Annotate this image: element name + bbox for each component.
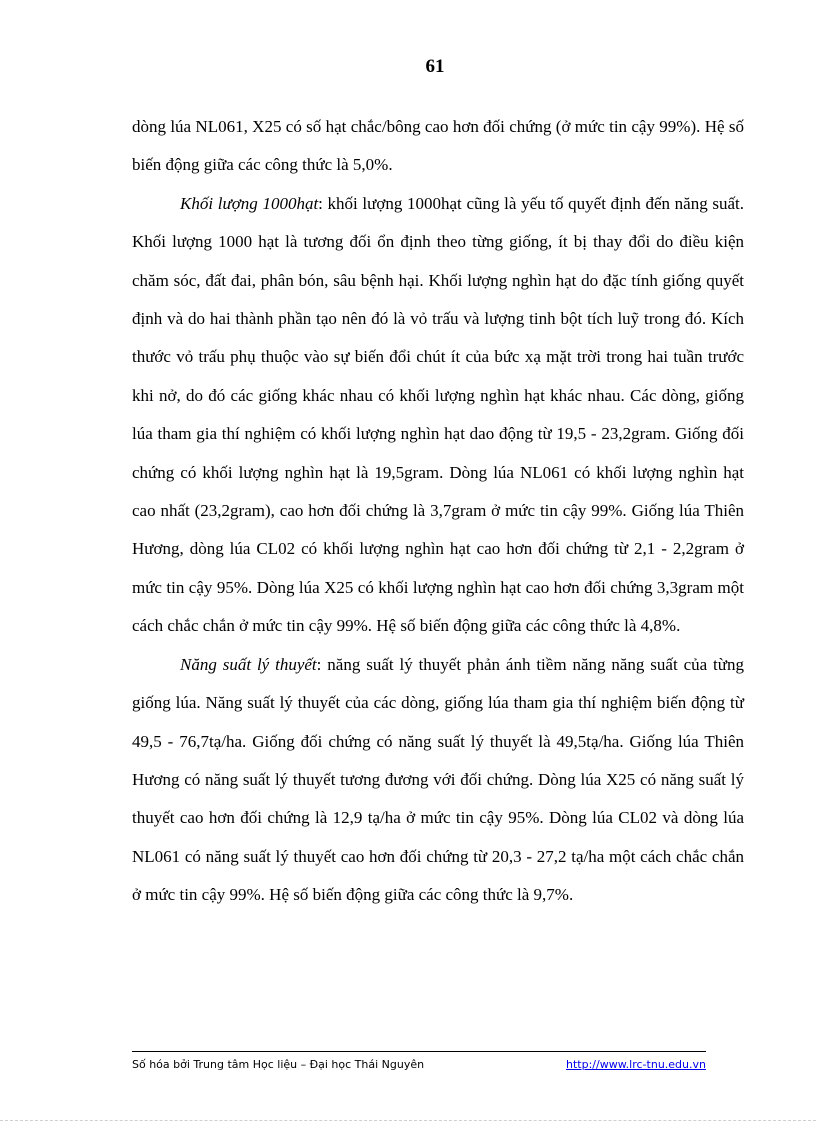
paragraph-2 — [132, 185, 744, 646]
footer-link[interactable]: http://www.lrc-tnu.edu.vn — [566, 1058, 706, 1071]
paragraph-3-text: : năng suất lý thuyết phản ánh tiềm năng năng suất của từng giống lúa. Năng suất lý thuyết của các dòng, giống lúa tham gia thí nghiệm biến động từ 49,5 - 76,7tạ/ha. Giống đối chứng có năng suất lý thuyết là 49,5tạ/ha. Giống lúa Thiên Hương có năng suất lý thuyết tương đương với đối chứng. Dòng lúa X25 có năng suất lý thuyết cao hơn đối chứng là 12,9 tạ/ha ở mức tin cậy 95%. Dòng lúa CL02 và dòng lúa NL061 có năng suất lý thuyết cao hơn đối chứng từ 20,3 - 27,2 tạ/ha một cách chắc chắn ở mức tin cậy 99%. Hệ số biến động giữa các công thức là 9,7%. — [132, 654, 744, 905]
term-thousand-grain-weight: Khối lượng 1000hạt — [180, 193, 319, 213]
paragraph-1 — [132, 108, 744, 185]
term-theoretical-yield: Năng suất lý thuyết — [180, 654, 317, 674]
body-text — [132, 108, 744, 915]
paragraph-1-text: dòng lúa NL061, X25 có số hạt chắc/bông cao hơn đối chứng (ở mức tin cậy 99%). Hệ số biến động giữa các công thức là 5,0%. — [132, 117, 744, 175]
paragraph-2-text: : khối lượng 1000hạt cũng là yếu tố quyết định đến năng suất. Khối lượng 1000 hạt là tương đối ổn định theo từng giống, ít bị thay đổi do điều kiện chăm sóc, đất đai, phân bón, sâu bệnh hại. Khối lượng nghìn hạt do đặc tính giống quyết định và do hai thành phần tạo nên đó là vỏ trấu và lượng tinh bột tích luỹ trong đó. Kích thước vỏ trấu phụ thuộc vào sự biến đổi chút ít của bức xạ mặt trời trong hai tuần trước khi nở, do đó các giống khác nhau có khối lượng nghìn hạt khác nhau. Các dòng, giống lúa tham gia thí nghiệm có khối lượng nghìn hạt dao động từ 19,5 - 23,2gram. Giống đối chứng có khối lượng nghìn hạt là 19,5gram. Dòng lúa NL061 có khối lượng nghìn hạt cao nhất (23,2gram), cao hơn đối chứng là 3,7gram ở mức tin cậy 99%. Giống lúa Thiên Hương, dòng lúa CL02 có khối lượng nghìn hạt cao hơn đối chứng từ 2,1 - 2,2gram ở mức tin cậy 95%. Dòng lúa X25 có khối lượng nghìn hạt cao hơn đối chứng 3,3gram một cách chắc chắn ở mức tin cậy 99%. Hệ số biến động giữa các công thức là 4,8%. — [132, 193, 744, 636]
page-bottom-border — [0, 1120, 816, 1121]
page-number: 61 — [425, 56, 445, 77]
paragraph-3 — [132, 646, 744, 915]
footer-divider — [132, 1051, 706, 1052]
footer-source: Số hóa bởi Trung tâm Học liệu – Đại học Thái Nguyên — [132, 1058, 425, 1071]
